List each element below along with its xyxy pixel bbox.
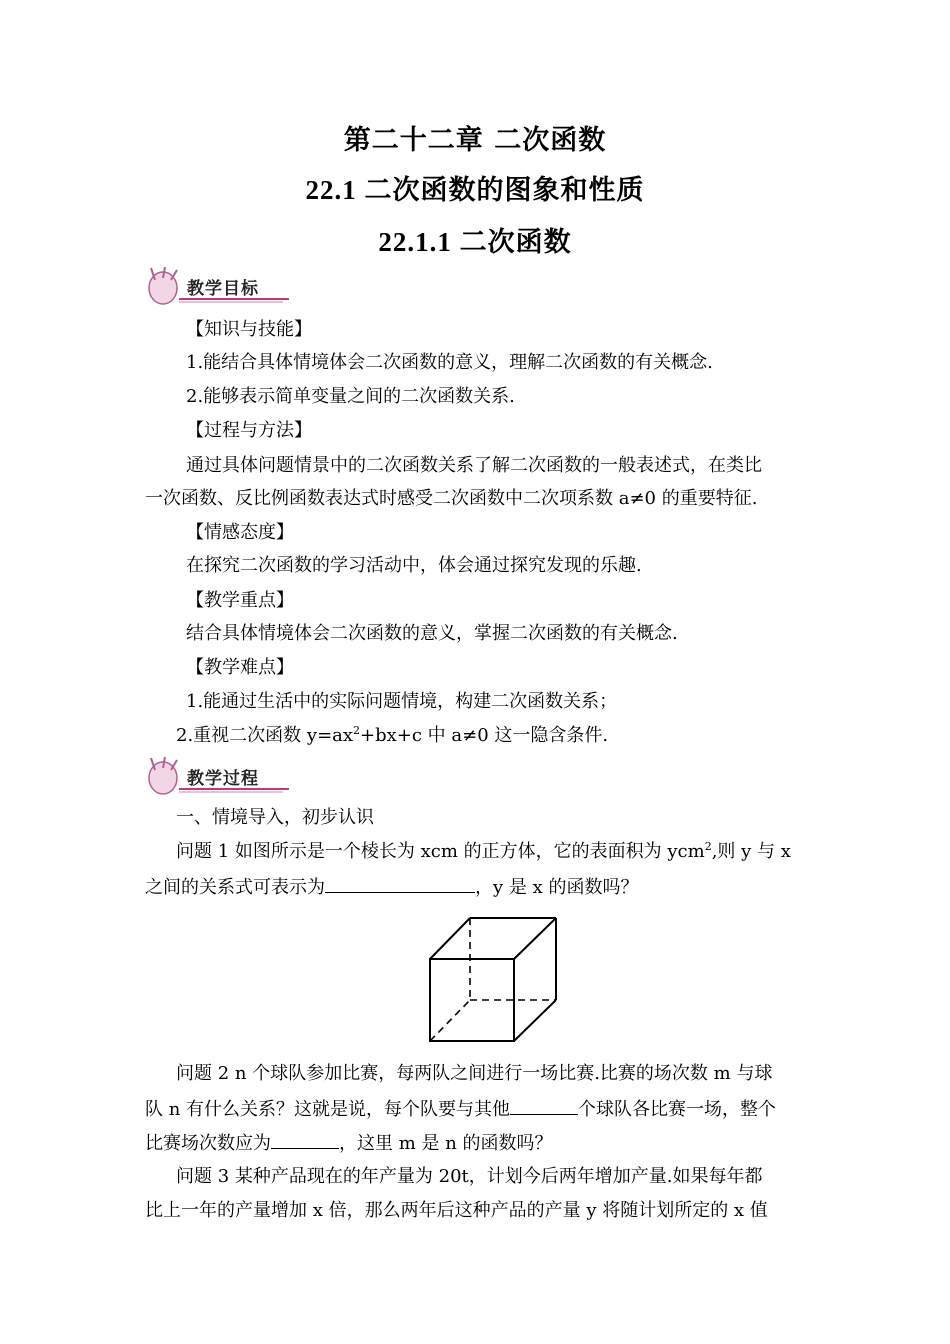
intro-heading: 一、情境导入，初步认识: [176, 807, 374, 828]
question-2-line-1: 问题 2 n 个球队参加比赛，每两队之间进行一场比赛.比赛的场次数 m 与球: [176, 1063, 773, 1084]
subsection-title: 22.1.1 二次函数: [378, 227, 572, 257]
question-1-part-a: 问题 1 如图所示是一个棱长为 xcm 的正方体，它的表面积为 ycm: [176, 841, 705, 862]
question-2-part-c: 个球队各比赛一场，整个: [578, 1099, 777, 1120]
key-heading: 【教学重点】: [186, 590, 294, 611]
knowledge-heading: 【知识与技能】: [186, 319, 312, 340]
cube-edge: [514, 1000, 556, 1041]
answer-blank-1[interactable]: [325, 874, 475, 893]
knowledge-item-2: 2.能够表示简单变量之间的二次函数关系.: [186, 386, 515, 407]
attitude-text: 在探究二次函数的学习活动中，体会通过探究发现的乐趣.: [186, 555, 642, 576]
difficulty-heading: 【教学难点】: [186, 657, 294, 678]
question-2-line-3: [145, 1130, 553, 1156]
cube-edge: [514, 918, 556, 959]
difficulty-item-2-part-b: +bx+c 中 a≠0 这一隐含条件.: [360, 725, 609, 746]
chapter-title: 第二十二章 二次函数: [343, 125, 607, 156]
key-text: 结合具体情境体会二次函数的意义，掌握二次函数的有关概念.: [186, 623, 678, 644]
difficulty-item-1: 1.能通过生活中的实际问题情境，构建二次函数关系；: [186, 691, 618, 712]
question-2-line-2: [145, 1096, 776, 1122]
goals-badge: [143, 266, 291, 306]
attitude-heading: 【情感态度】: [186, 522, 294, 543]
question-2-part-b: 队 n 有什么关系？这就是说，每个队要与其他: [145, 1099, 511, 1120]
process-badge: [143, 756, 291, 796]
question-1-line-1: [176, 840, 791, 864]
question-1-line-2: [145, 874, 639, 900]
question-1-part-d: ，y 是 x 的函数吗？: [475, 877, 639, 898]
question-3-line-1: 问题 3 某种产品现在的年产量为 20t，计划今后两年增加产量.如果每年都: [176, 1166, 763, 1187]
question-1-sup: 2: [704, 840, 712, 853]
cube-figure: [424, 912, 564, 1044]
answer-blank-2[interactable]: [510, 1096, 578, 1115]
difficulty-item-2-sup: 2: [353, 724, 361, 737]
difficulty-item-2-part-a: 2.重视二次函数 y=ax: [176, 725, 354, 746]
difficulty-item-2: [176, 724, 608, 748]
goals-badge-label: 教学目标: [187, 279, 259, 299]
question-1-part-b: ,则 y 与 x: [711, 841, 791, 862]
answer-blank-3[interactable]: [271, 1130, 339, 1149]
cube-hidden-edge: [430, 1000, 470, 1041]
method-text-1: 通过具体问题情景中的二次函数关系了解二次函数的一般表述式，在类比: [186, 455, 762, 476]
question-2-part-e: ，这里 m 是 n 的函数吗？: [339, 1133, 553, 1154]
method-text-2: 一次函数、反比例函数表达式时感受二次函数中二次项系数 a≠0 的重要特征.: [145, 488, 758, 509]
cube-edge: [430, 918, 470, 959]
question-2-part-d: 比赛场次数应为: [145, 1133, 271, 1154]
question-1-part-c: 之间的关系式可表示为: [145, 877, 325, 898]
section-title: 22.1 二次函数的图象和性质: [305, 175, 645, 205]
question-3-line-2: 比上一年的产量增加 x 倍，那么两年后这种产品的产量 y 将随计划所定的 x 值: [145, 1200, 768, 1221]
knowledge-item-1: 1.能结合具体情境体会二次函数的意义，理解二次函数的有关概念.: [186, 352, 713, 373]
method-heading: 【过程与方法】: [186, 420, 312, 441]
process-badge-label: 教学过程: [187, 769, 259, 789]
